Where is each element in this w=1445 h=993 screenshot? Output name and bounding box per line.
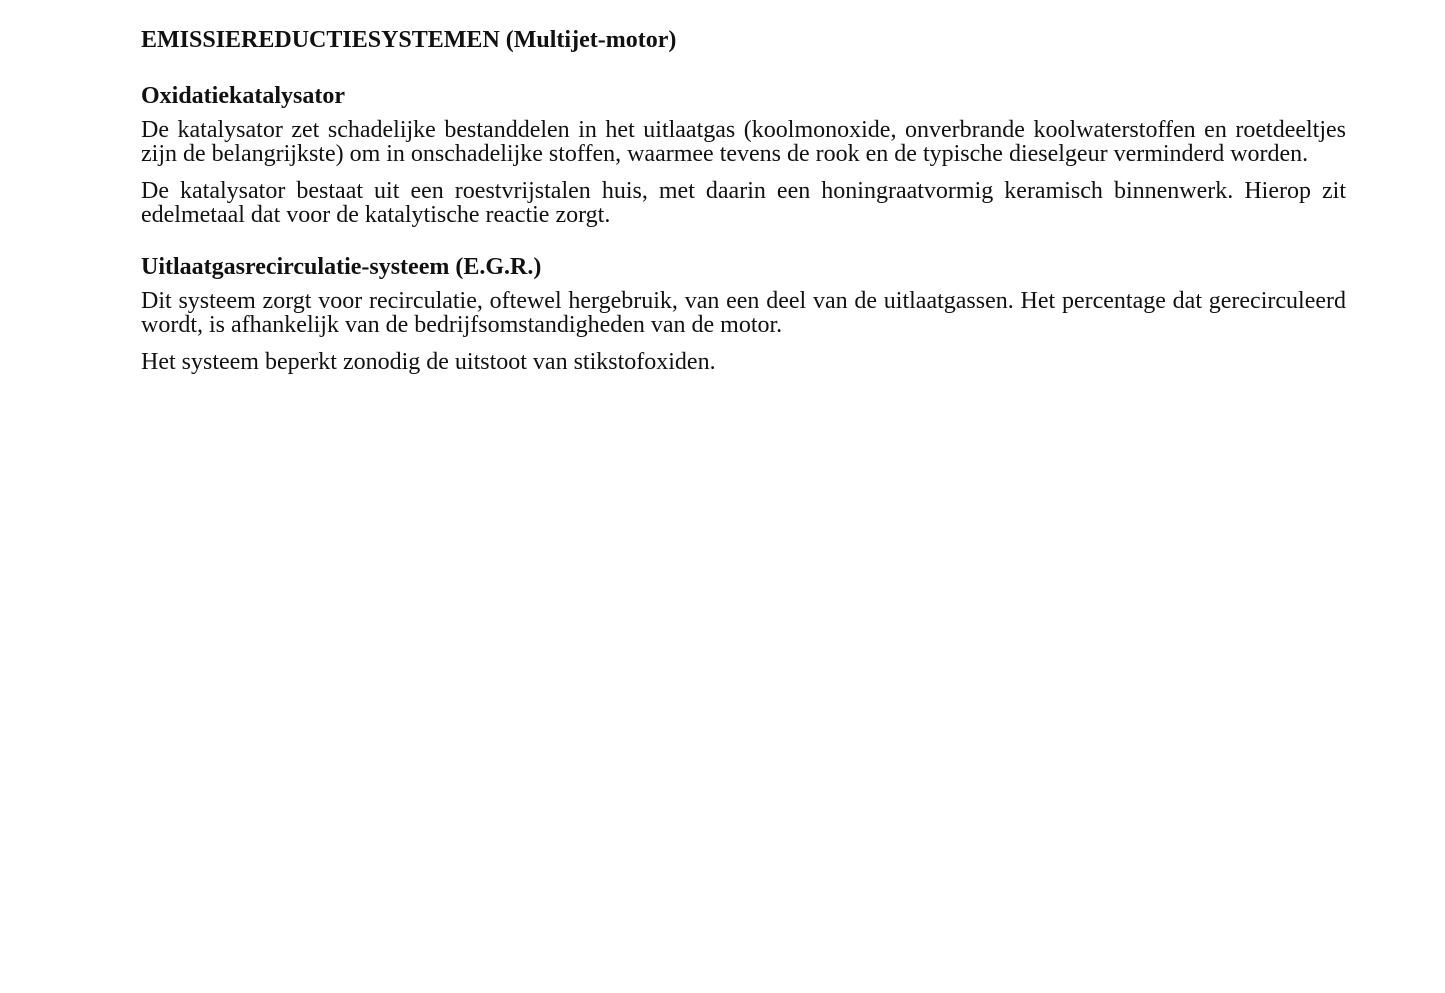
section-heading: Uitlaatgasrecirculatie-systeem (E.G.R.): [141, 254, 542, 280]
document-page: [141, 24, 1346, 387]
document-title: EMISSIEREDUCTIESYSTEMEN (Multijet-motor): [141, 27, 677, 53]
paragraph: Dit systeem zorgt voor recirculatie, oftewel hergebruik, van een deel van de uitlaatgassen. Het percentage dat gerecirculeerd wordt, is afhankelijk van de bedrijfsomstandigheden van de motor.: [141, 288, 1346, 338]
paragraph: De katalysator bestaat uit een roestvrijstalen huis, met daarin een honingraatvormig keramisch binnenwerk. Hierop zit edelmetaal dat voor de katalytische reactie zorgt.: [141, 178, 1346, 228]
paragraph: Het systeem beperkt zonodig de uitstoot van stikstofoxiden.: [141, 349, 716, 375]
section-oxidatiekatalysator: [141, 80, 1346, 227]
section-egr: [141, 251, 1346, 374]
paragraph: De katalysator zet schadelijke bestanddelen in het uitlaatgas (koolmonoxide, onverbrande koolwaterstoffen en roetdeeltjes zijn de belangrijkste) om in onschadelijke stoffen, waarmee tevens de rook en de typische dieselgeur verminderd worden.: [141, 117, 1346, 167]
section-heading: Oxidatiekatalysator: [141, 83, 345, 109]
